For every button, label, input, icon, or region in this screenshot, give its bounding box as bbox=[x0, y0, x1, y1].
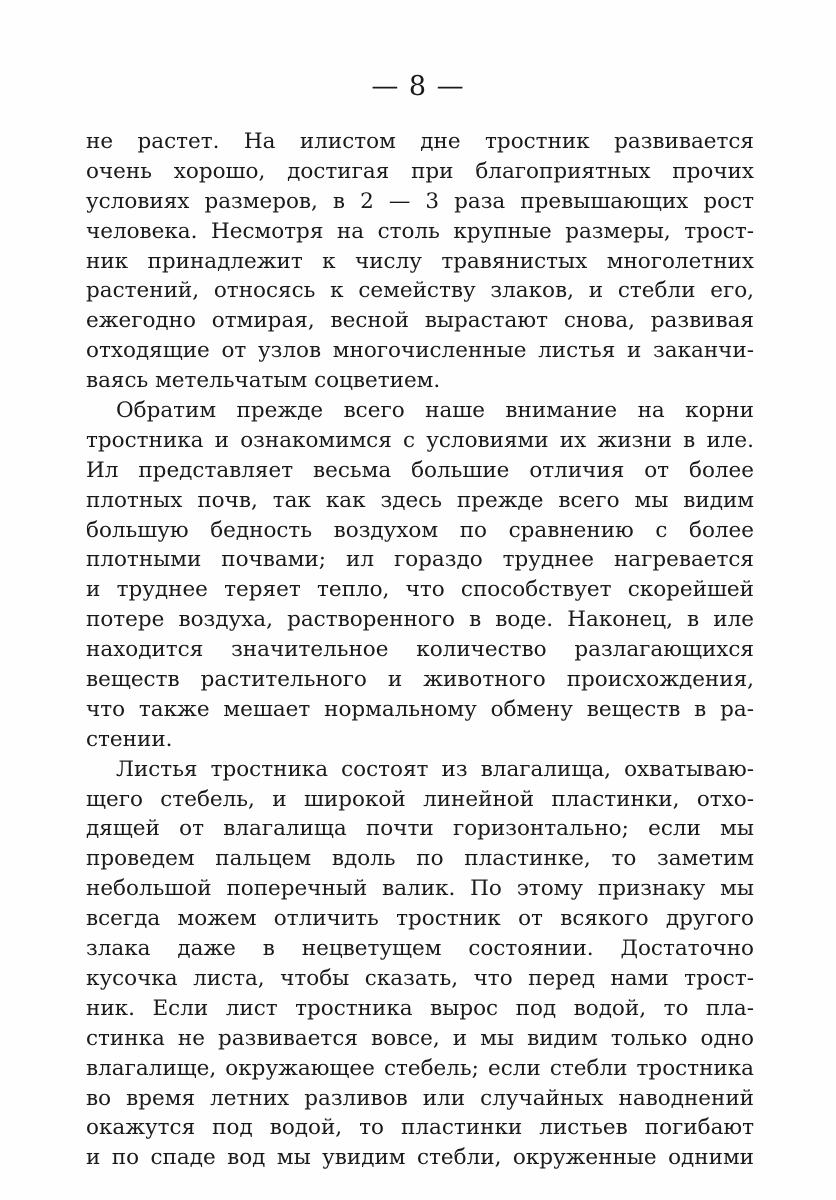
text-line: проведем пальцем вдоль по пластинке, то заметим bbox=[86, 846, 754, 872]
text-line: и по спаде вод мы увидим стебли, окруженные одними bbox=[86, 1145, 754, 1171]
text-line: и труднее теряет тепло, что способствует скорейшей bbox=[86, 577, 754, 603]
text-line: злака даже в нецветущем состоянии. Достаточно bbox=[86, 936, 754, 962]
text-line: окажутся под водой, то пластинки листьев погибают bbox=[86, 1115, 754, 1141]
text-line: щего стебель, и широкой линейной пластинки, отхо- bbox=[86, 786, 754, 812]
text-line: не растет. На илистом дне тростник развивается bbox=[86, 129, 754, 154]
text-line: тростника и ознакомимся с условиями их жизни в иле. bbox=[86, 427, 754, 453]
text-line: очень хорошо, достигая при благоприятных прочих bbox=[86, 158, 754, 184]
text-line: небольшой поперечный валик. По этому признаку мы bbox=[86, 876, 754, 902]
paragraph-first-line: Листья тростника состоят из влагалища, охватываю- bbox=[116, 756, 754, 782]
text-line: дящей от влагалища почти горизонтально; если мы bbox=[86, 816, 754, 842]
paragraph-first-line: Обратим прежде всего наше внимание на корни bbox=[116, 398, 754, 424]
text-line: большую бедность воздухом по сравнению с более bbox=[86, 517, 754, 543]
text-line: растений, относясь к семейству злаков, и стебли его, bbox=[86, 278, 754, 304]
text-line: веществ растительного и животного происхождения, bbox=[86, 667, 754, 693]
text-line: всегда можем отличить тростник от всякого другого bbox=[86, 906, 754, 932]
text-line: плотных почв, так как здесь прежде всего мы видим bbox=[86, 487, 754, 513]
text-line: потере воздуха, растворенного в воде. Наконец, в иле bbox=[86, 607, 754, 633]
text-line: ник принадлежит к числу травянистых многолетних bbox=[86, 248, 754, 274]
text-line: отходящие от узлов многочисленные листья и заканчи- bbox=[86, 338, 754, 364]
text-line: ваясь метельчатым соцветием. bbox=[86, 368, 441, 394]
text-line: условиях размеров, в 2 — 3 раза превышающих рост bbox=[86, 188, 754, 214]
text-line: ник. Если лист тростника вырос под водой, то пла- bbox=[86, 995, 754, 1021]
text-line: кусочка листа, чтобы сказать, что перед нами трост- bbox=[86, 965, 754, 991]
text-line: стинка не развивается вовсе, и мы видим только одно bbox=[86, 1025, 754, 1051]
text-line: во время летних разливов или случайных наводнений bbox=[86, 1085, 754, 1111]
text-line: стении. bbox=[86, 726, 173, 752]
text-line: влагалище, окружающее стебель; если стебли тростника bbox=[86, 1055, 754, 1081]
text-line: Ил представляет весьма большие отличия от более bbox=[86, 457, 754, 483]
text-line: плотными почвами; ил гораздо труднее нагревается bbox=[86, 547, 754, 573]
text-line: находится значительное количество разлагающихся bbox=[86, 637, 754, 663]
text-line: что также мешает нормальному обмену веществ в ра- bbox=[86, 696, 754, 722]
text-line: ежегодно отмирая, весной вырастают снова, развивая bbox=[86, 308, 754, 334]
text-line: человека. Несмотря на столь крупные размеры, трост- bbox=[86, 218, 754, 244]
body-text bbox=[86, 127, 754, 1173]
page-number: — 8 — bbox=[371, 71, 465, 102]
